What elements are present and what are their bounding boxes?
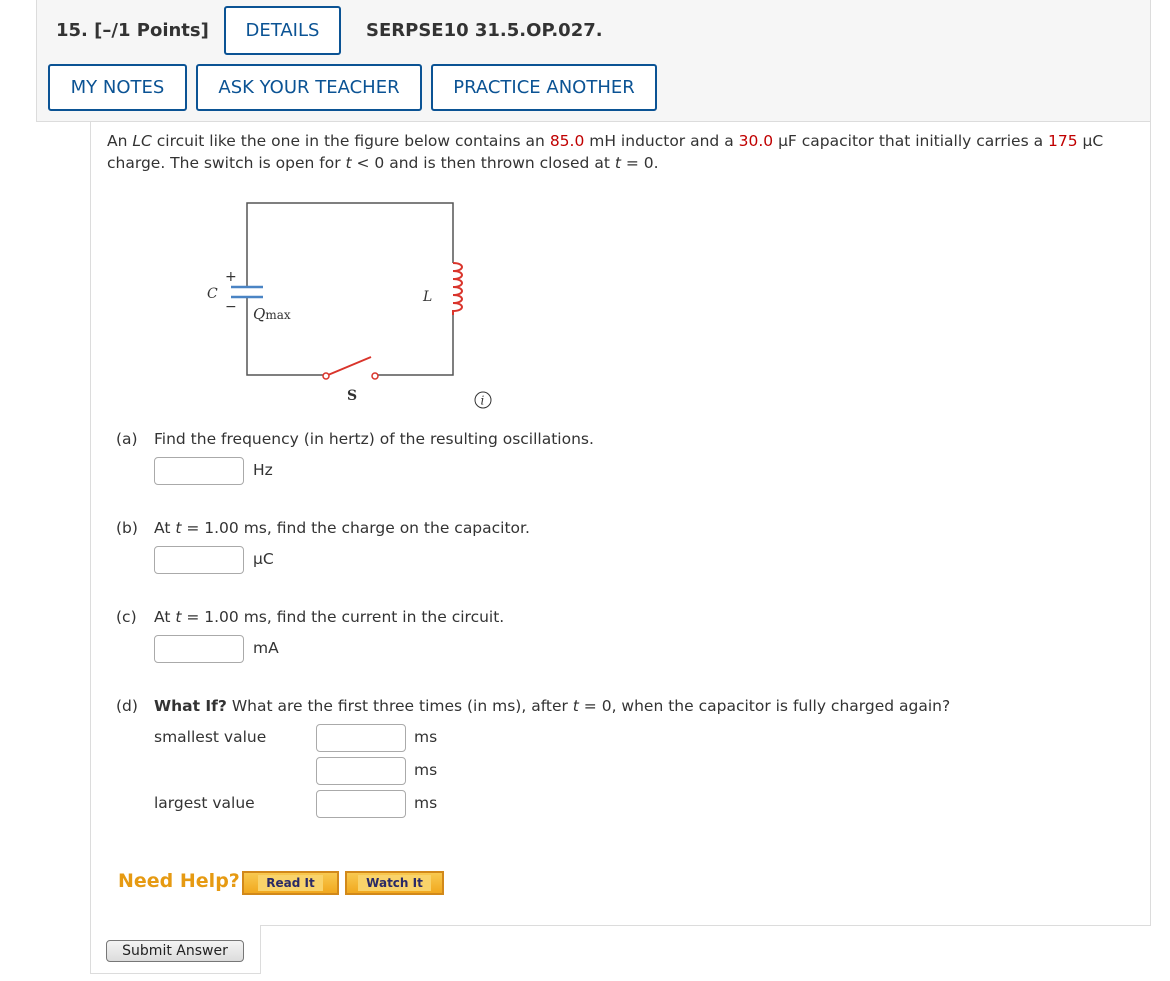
part-d-answer-input-2[interactable] — [316, 757, 406, 785]
problem-code: SERPSE10 31.5.OP.027. — [366, 20, 603, 41]
smallest-value-label: smallest value — [154, 728, 267, 746]
part-c-prompt: (c) At t = 1.00 ms, find the current in the circuit. — [116, 608, 505, 626]
part-a-unit: Hz — [253, 461, 273, 479]
question-number-text: 15. — [56, 20, 88, 41]
switch-label: S — [347, 388, 358, 404]
charge-value: 175 — [1048, 132, 1078, 150]
part-b-answer-input[interactable] — [154, 546, 244, 574]
switch-contact-right — [372, 373, 378, 379]
minus-sign: − — [225, 299, 237, 315]
part-d-answer-input-3[interactable] — [316, 790, 406, 818]
inductor-label: L — [423, 289, 433, 305]
what-if-label: What If? — [154, 697, 227, 715]
lc-term: LC — [132, 132, 152, 150]
problem-statement: An LC circuit like the one in the figure below contains an 85.0 mH inductor and a 30.0 µF capacitor that initially carries a 175 µC charge. The switch is open for t < 0 and is then thrown closed at t = 0. — [107, 132, 1104, 172]
part-b-prompt: (b) At t = 1.00 ms, find the charge on the capacitor. — [116, 519, 530, 537]
capacitance-value: 30.0 — [738, 132, 774, 150]
lc-circuit-figure — [195, 195, 515, 415]
part-c-answer-input[interactable] — [154, 635, 244, 663]
capacitor-label: C — [207, 286, 218, 302]
need-help-label: Need Help? — [118, 870, 240, 892]
info-icon[interactable] — [475, 392, 491, 408]
largest-value-label: largest value — [154, 794, 255, 812]
part-a-answer-input[interactable] — [154, 457, 244, 485]
part-d-unit-3: ms — [414, 794, 438, 812]
ask-your-teacher-button[interactable]: ASK YOUR TEACHER — [196, 64, 422, 111]
submit-answer-button[interactable]: Submit Answer — [106, 940, 244, 962]
part-b-unit: µC — [253, 550, 274, 568]
part-d-unit-2: ms — [414, 761, 438, 779]
my-notes-button[interactable]: MY NOTES — [48, 64, 187, 111]
inductor-coil — [453, 263, 462, 315]
part-d-prompt: (d) What If? What are the first three times (in ms), after t = 0, when the capacitor is fully charged again? — [116, 697, 951, 715]
watch-it-button[interactable]: Watch It — [345, 871, 444, 895]
inductance-value: 85.0 — [549, 132, 585, 150]
part-c-unit: mA — [253, 639, 279, 657]
qmax-label: Qmax — [253, 305, 291, 323]
part-d-answer-input-1[interactable] — [316, 724, 406, 752]
part-a-prompt: (a) Find the frequency (in hertz) of the resulting oscillations. — [116, 430, 594, 448]
practice-another-button[interactable]: PRACTICE ANOTHER — [431, 64, 657, 111]
part-d-unit-1: ms — [414, 728, 438, 746]
points-label: [–/1 Points] — [94, 20, 209, 41]
switch-contact-left — [323, 373, 329, 379]
switch-arm — [328, 357, 371, 375]
read-it-button[interactable]: Read It — [242, 871, 339, 895]
details-button[interactable]: DETAILS — [224, 6, 341, 55]
plus-sign: + — [225, 269, 237, 285]
svg-text:i: i — [480, 393, 485, 408]
question-number — [56, 20, 209, 41]
